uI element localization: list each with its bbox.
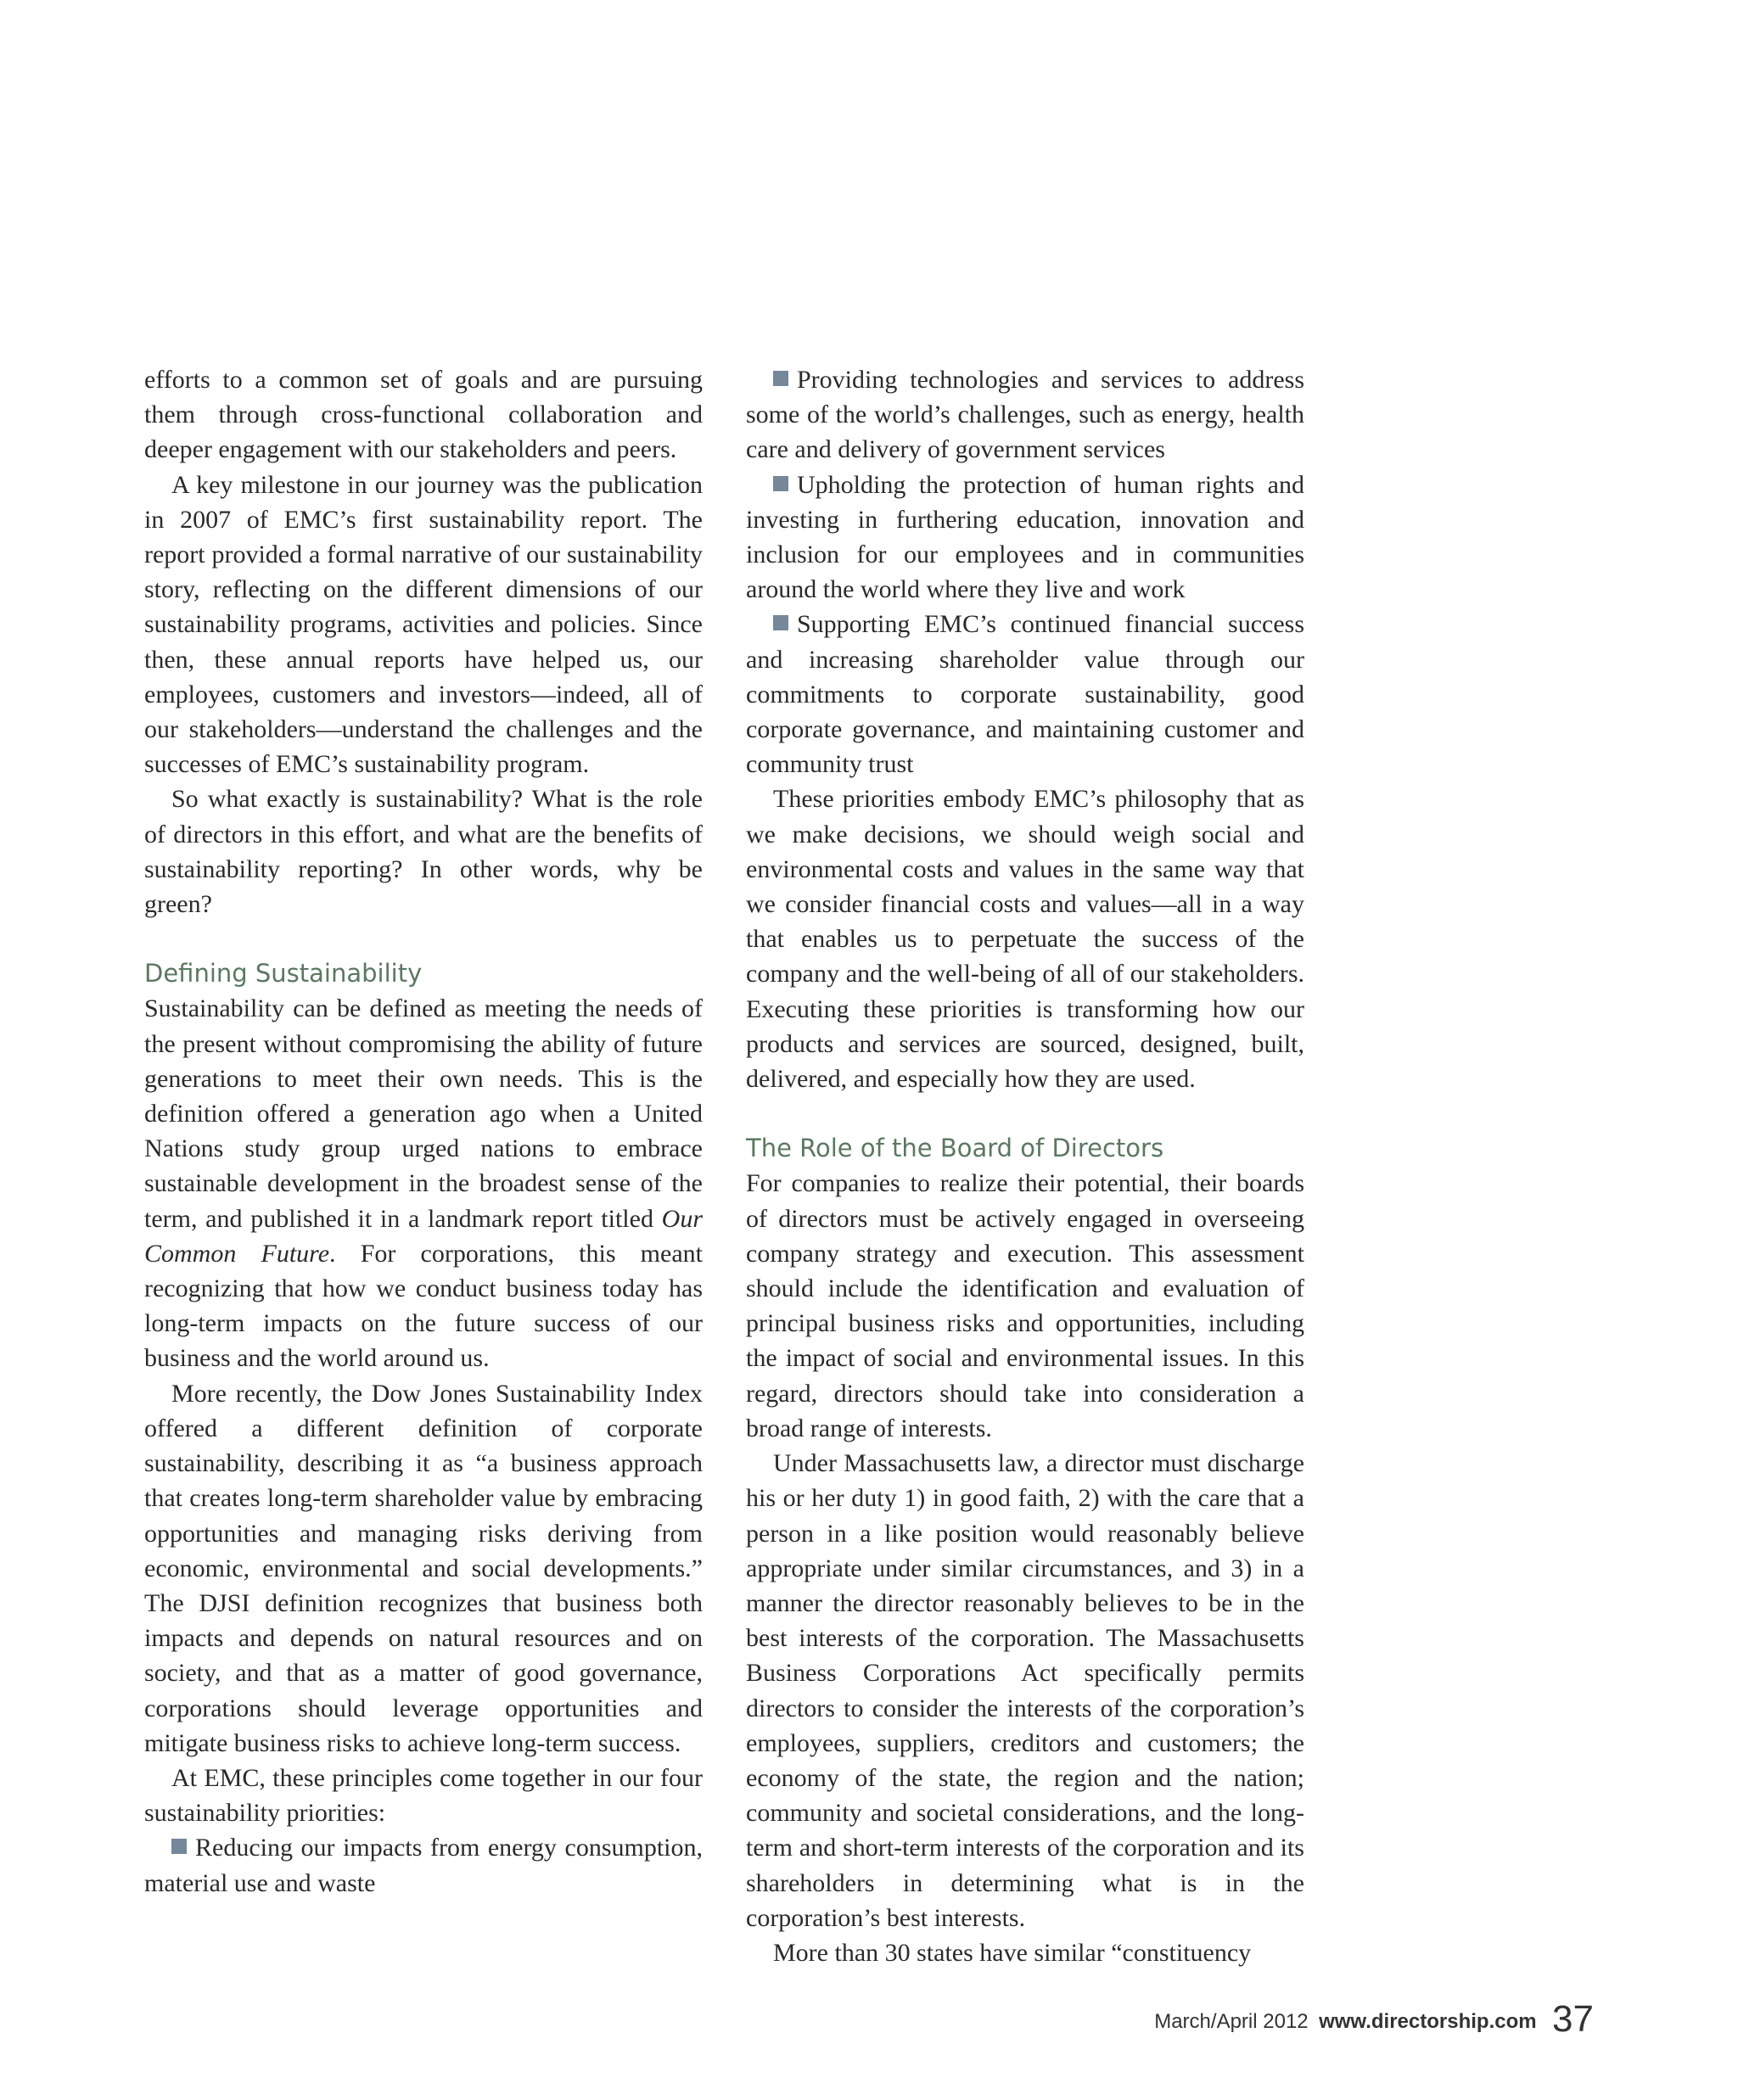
square-bullet-icon (773, 476, 788, 491)
page-footer (1154, 1998, 1594, 2041)
paragraph: A key milestone in our journey was the publication in 2007 of EMC’s first sustainability report. The report provided a formal narrative of our sustainability story, reflecting on the different dimensions of our sustainability programs, activities and policies. Since then, these annual reports have helped us, our employees, customers and investors—indeed, all of our stakeholders—understand the challenges and the successes of EMC’s sustainability program. (144, 470, 703, 779)
left-column (144, 362, 703, 1901)
paragraph: More than 30 states have similar “constituency (773, 1938, 1252, 1967)
square-bullet-icon (773, 371, 788, 386)
paragraph: At EMC, these principles come together in our four sustainability priorities: (144, 1763, 703, 1828)
section-heading-role-of-board: The Role of the Board of Directors (746, 1134, 1164, 1163)
bullet-item (746, 468, 1304, 608)
bullet-item (144, 1830, 703, 1900)
paragraph: So what exactly is sustainability? What is the role of directors in this effort, and what are the benefits of sustainability reporting? In other words, why be green? (144, 785, 703, 919)
paragraph (144, 991, 703, 1375)
bullet-text: Reducing our impacts from energy consumption, material use and waste (144, 1834, 703, 1897)
paragraph: More recently, the Dow Jones Sustainability Index offered a different definition of corporate sustainability, describing it as “a business approach that creates long-term shareholder value by embracing opportunities and managing risks deriving from economic, environmental and social developments.” The DJSI definition recognizes that business both impacts and depends on natural resources and on society, and that as a matter of good governance, corporations should leverage opportunities and mitigate business risks to achieve long-term success. (144, 1379, 703, 1757)
report-title: Our Common Future (144, 1204, 703, 1268)
bullet-item (746, 607, 1304, 781)
section-heading-defining-sustainability: Defining Sustainability (144, 959, 423, 988)
bullet-text: Upholding the protection of human rights and investing in furthering education, innovation and inclusion for our employees and in communities around the world where they live and work (746, 470, 1304, 604)
paragraph-text: Sustainability can be defined as meeting the needs of the present without compromising the ability of future generations to meet their own needs. This is the definition offered a generation ago when a United Nations study group urged nations to embrace sustainable development in the broadest sense of the term, and published it in a landmark report titled (144, 994, 703, 1233)
paragraph: For companies to realize their potential, their boards of directors must be actively engaged in overseeing company strategy and execution. This assessment should include the identification and evaluation of principal business risks and opportunities, including the impact of social and environmental issues. In this regard, directors should take into consideration a broad range of interests. (746, 1169, 1304, 1442)
issue-date: March/April 2012 (1154, 2010, 1309, 2033)
paragraph: Under Massachusetts law, a director must discharge his or her duty 1) in good faith, 2) with the care that a person in a like position would reasonably believe appropriate under similar circumstances, and 3) in a manner the director reasonably believes to be in the best interests of the corporation. The Massachusetts Business Corporations Act specifically permits directors to consider the interests of the corporation’s employees, suppliers, creditors and customers; the economy of the state, the region and the nation; community and societal considerations, and the long-term and short-term interests of the corporation and its shareholders in determining what is in the corporation’s best interests. (746, 1449, 1304, 1932)
square-bullet-icon (171, 1839, 187, 1854)
right-column (746, 362, 1304, 1970)
page-number: 37 (1552, 1998, 1594, 2040)
paragraph: efforts to a common set of goals and are pursuing them through cross-functional collaboration and deeper engagement with our stakeholders and peers. (144, 366, 703, 464)
square-bullet-icon (773, 615, 788, 630)
website-link[interactable]: www.directorship.com (1319, 2010, 1537, 2033)
paragraph-text: . For corporations, this meant recognizing that how we conduct business today has long-term impacts on the future success of our business and the world around us. (144, 1239, 703, 1373)
bullet-text: Providing technologies and services to address some of the world’s challenges, such as energy, health care and delivery of government services (746, 366, 1304, 464)
bullet-item (746, 362, 1304, 468)
bullet-text: Supporting EMC’s continued financial success and increasing shareholder value through our commitments to corporate sustainability, good corporate governance, and maintaining customer and community trust (746, 610, 1304, 779)
paragraph: These priorities embody EMC’s philosophy that as we make decisions, we should weigh social and environmental costs and values in the same way that we consider financial costs and values—all in a way that enables us to perpetuate the success of the company and the well-being of all of our stakeholders. Executing these priorities is transforming how our products and services are sourced, designed, built, delivered, and especially how they are used. (746, 785, 1304, 1094)
